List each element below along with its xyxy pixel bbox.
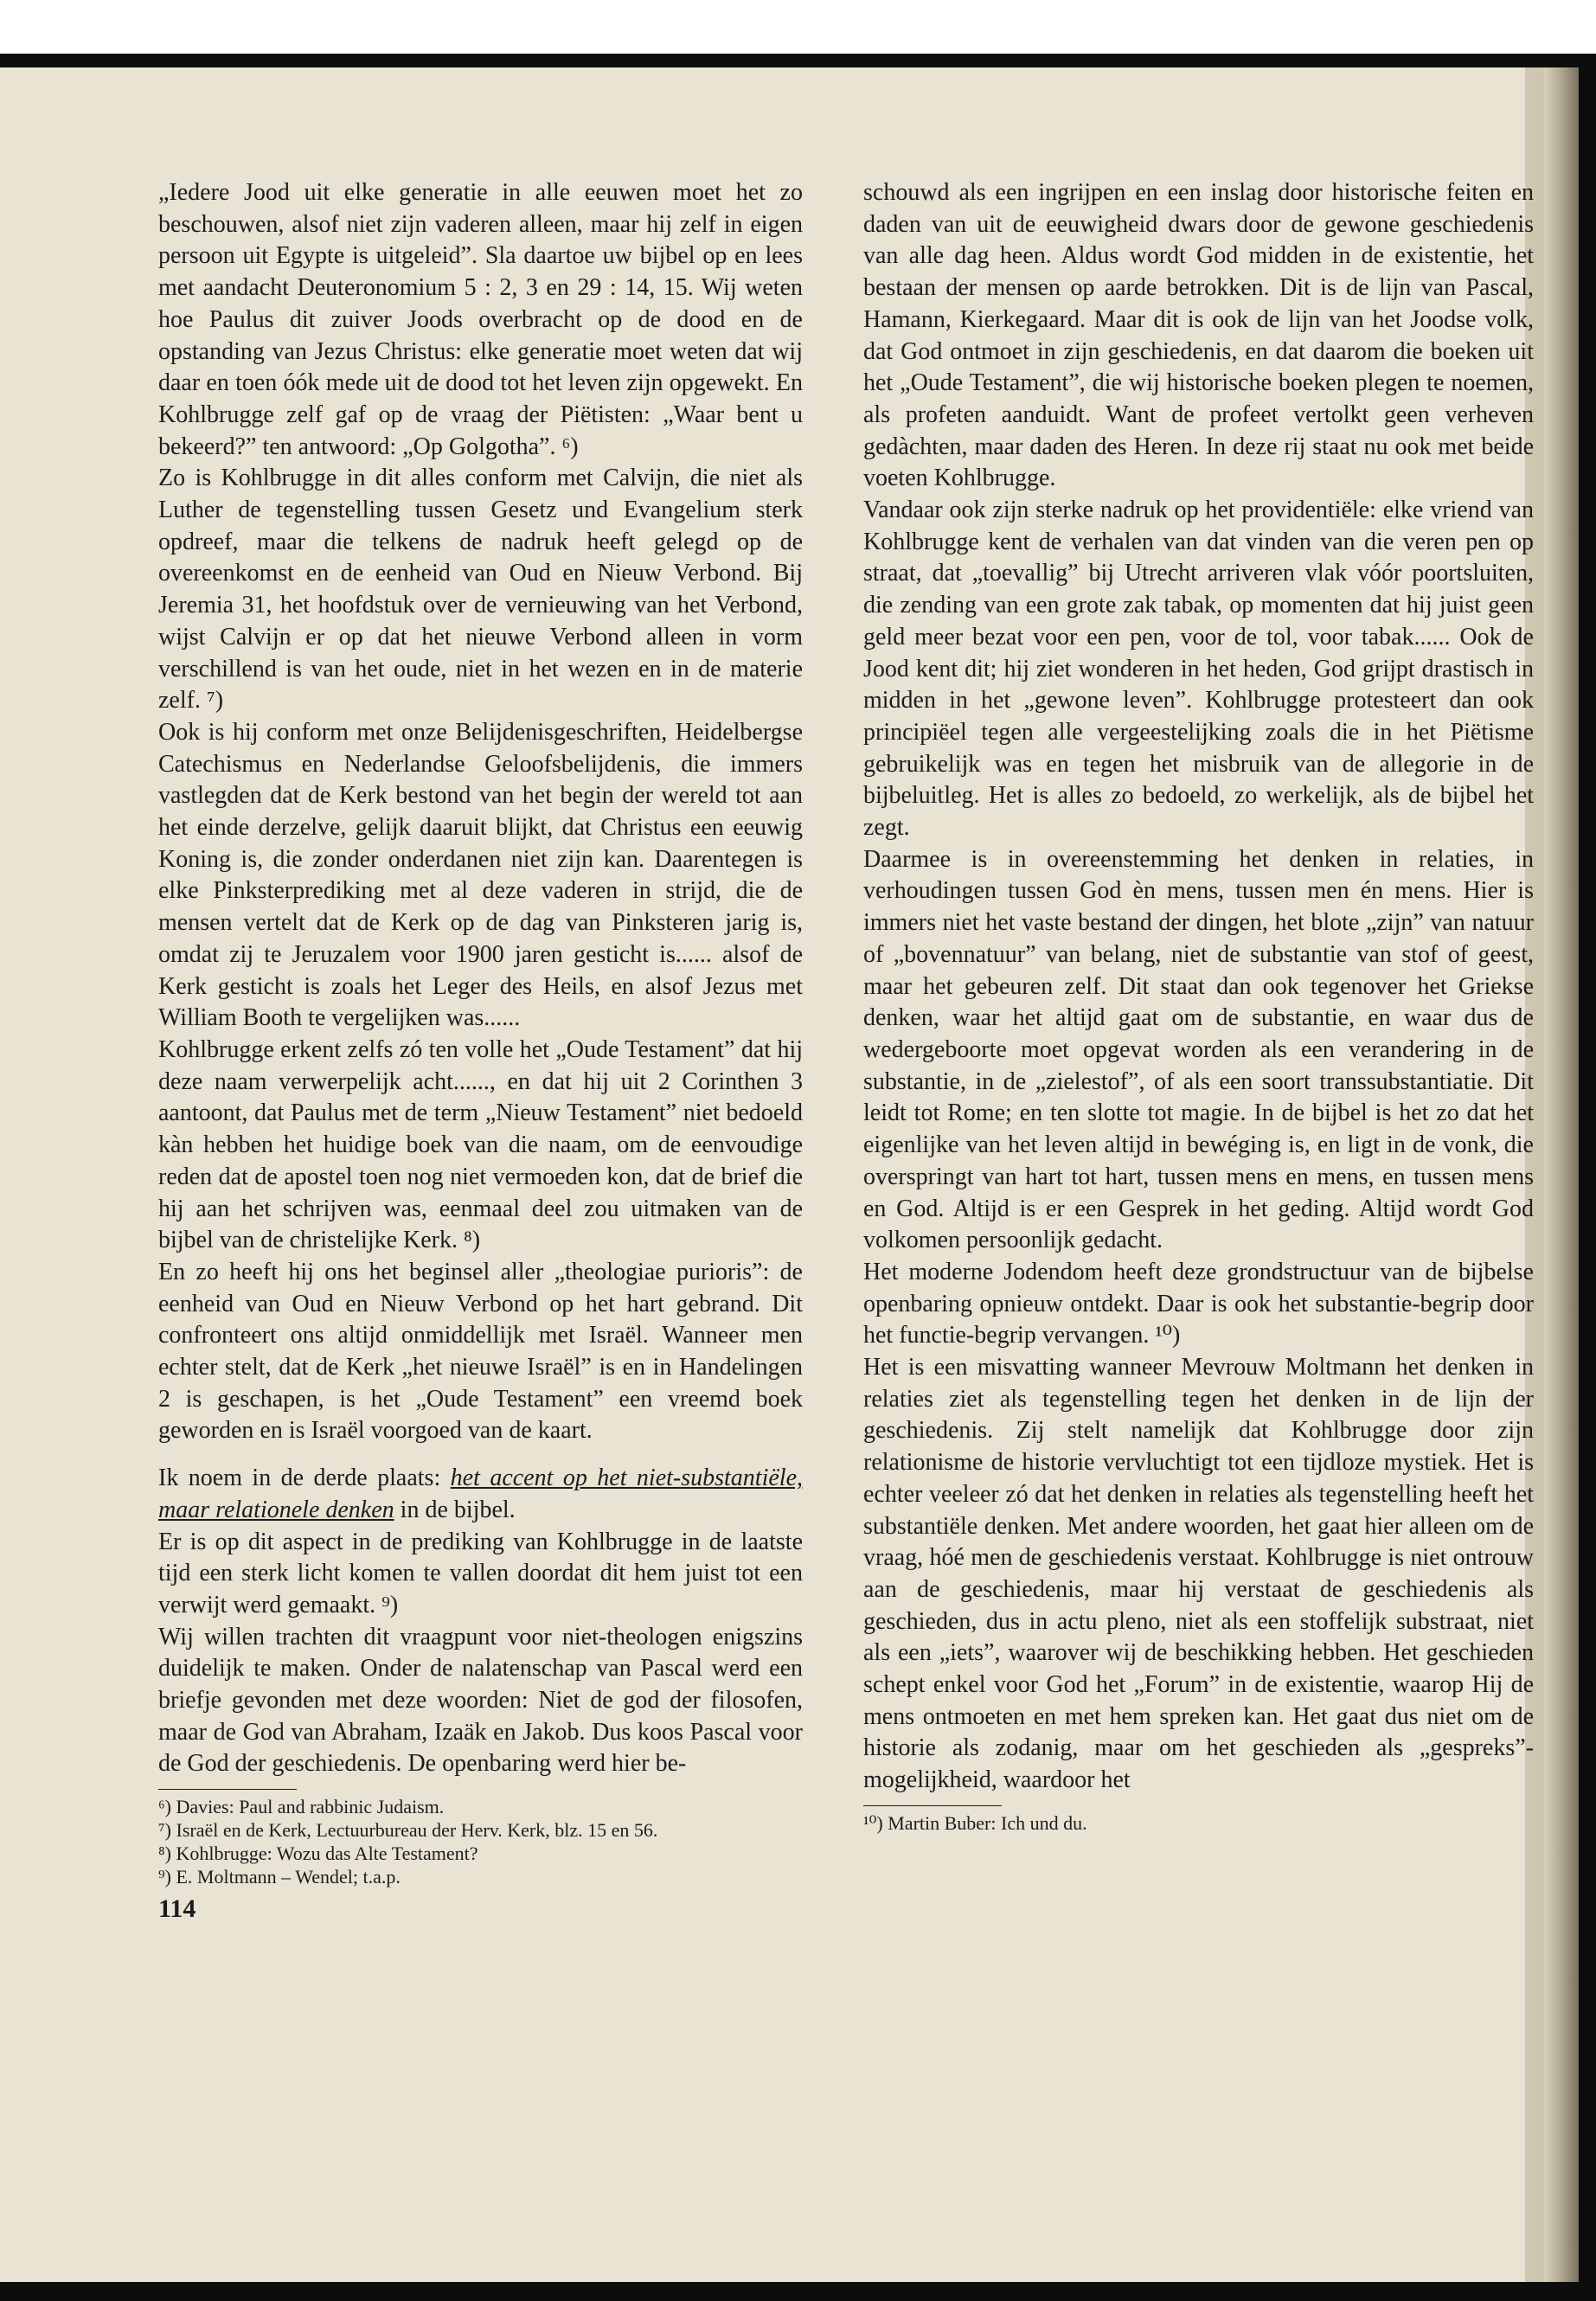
paragraph: Het is een misvatting wanneer Mevrouw Moltmann het denken in relaties ziet als tegenstelling tegen het denken in de lijn der geschiedenis. Zij stelt namelijk dat Kohlbrugge door zijn relationisme de historie vervluchtigt tot een tijdloze mystiek. Het is echter veeleer zó dat het denken in relaties als tegenstelling heeft het substantiële denken. Met andere woorden, het gaat hier alleen om de vraag, hóé men de geschiedenis verstaat. Kohlbrugge is niet ontrouw aan de geschiedenis, maar hij verstaat de geschiedenis als geschieden, dus in actu pleno, niet als een stoffelijk substraat, niet als een „iets”, waarover wij de beschikking hebben. Het geschieden schept enkel voor God het „Forum” in de existentie, waarop Hij de mens ontmoeten en met hem spreken kan. Het gaat dus niet om de historie als zodanig, maar om het geschieden als „gespreks”-mogelijkheid, waardoor het bbox=[863, 1354, 1534, 1794]
paragraph: En zo heeft hij ons het beginsel aller „theologiae purioris”: de eenheid van Oud en Nieuw Verbond op het hart gebrand. Dit confronteert ons altijd onmiddellijk met Israël. Wanneer men echter stelt, dat de Kerk „het nieuwe Israël” is en in Handelingen 2 is geschapen, is het „Oude Testament” een vreemd boek geworden en is Israël voorgoed van de kaart. bbox=[158, 1258, 803, 1445]
footnote-rule bbox=[158, 1789, 297, 1790]
footnote-rule bbox=[863, 1805, 1002, 1806]
paragraph: Het moderne Jodendom heeft deze grondstructuur van de bijbelse openbaring opnieuw ontdekt. Daar is ook het substantie-begrip door het functie-begrip vervangen. ¹⁰) bbox=[863, 1258, 1534, 1349]
paragraph: Ook is hij conform met onze Belijdenisgeschriften, Heidelbergse Catechismus en Nederlandse Geloofsbelijdenis, die immers vastlegden dat de Kerk bestond van het begin der wereld tot aan het einde derzelve, gelijk daaruit blijkt, dat Christus een eeuwig Koning is, die zonder onderdanen niet zijn kan. Daarentegen is elke Pinksterprediking met al deze vaderen in strijd, die de mensen vertelt dat de Kerk op de dag van Pinksteren jarig is, omdat zij te Jeruzalem voor 1900 jaren gesticht is...... alsof de Kerk gesticht is zoals het Leger des Heils, en alsof Jezus met William Booth te vergelijken was...... bbox=[158, 718, 803, 1032]
paragraph: Vandaar ook zijn sterke nadruk op het providentiële: elke vriend van Kohlbrugge kent de verhalen van dat vinden van die veren pen op straat, dat „toevallig” bij Utrecht arriveren vlak vóór poortsluiten, die zending van een grote zak tabak, op momenten dat hij juist geen geld meer bezat voor een pen, voor de tol, voor tabak...... Ook de Jood kent dit; hij ziet wonderen in het heden, God grijpt drastisch in midden in het „gewone leven”. Kohlbrugge protesteert dan ook principiëel tegen alle vergeestelijking zoals die in het Piëtisme gebruikelijk was en tegen het misbruik van de allegorie in de bijbeluitleg. Het is alles zo bedoeld, zo werkelijk, als de bijbel het zegt. bbox=[863, 497, 1534, 842]
footnote: ¹⁰) Martin Buber: Ich und du. bbox=[863, 1811, 1087, 1834]
scan-margin-top bbox=[0, 0, 1596, 54]
page-number: 114 bbox=[158, 1894, 196, 1924]
third-point-emphasis: het accent op het niet-substantiële, maar relationele denken bbox=[158, 1465, 803, 1523]
third-point-paragraph bbox=[158, 1463, 803, 1526]
paragraph: schouwd als een ingrijpen en een inslag door historische feiten en daden van uit de eeuwigheid dwars door de gewone geschiedenis van alle dag heen. Aldus wordt God midden in de existentie, het bestaan der mensen op aarde betrokken. Dit is de lijn van Pascal, Hamann, Kierkegaard. Maar dit is ook de lijn van het Joodse volk, dat God ontmoet in zijn geschiedenis, en dat daarom die boeken uit het „Oude Testament”, die wij historische boeken plegen te noemen, als profeten aanduidt. Want de profeet vertolkt geen verheven gedàchten, maar daden des Heren. In deze rij staat nu ook met beide voeten Kohlbrugge. bbox=[863, 179, 1534, 492]
paragraph: Kohlbrugge erkent zelfs zó ten volle het „Oude Testament” dat hij deze naam verwerpelijk acht......, en dat hij uit 2 Corinthen 3 aantoont, dat Paulus met de term „Nieuw Testament” niet bedoeld kàn hebben het huidige boek van die naam, om de eenvoudige reden dat de apostel toen nog niet vermoeden kon, dat de brief die hij aan het schrijven was, eenmaal deel zou uitmaken van de bijbel van de christelijke Kerk. ⁸) bbox=[158, 1035, 803, 1254]
left-column bbox=[158, 177, 803, 1926]
paragraph: Zo is Kohlbrugge in dit alles conform met Calvijn, die niet als Luther de tegenstelling tussen Gesetz und Evangelium sterk opdreef, maar die telkens de nadruk heeft gelegd op de overeenkomst en de eenheid van Oud en Nieuw Verbond. Bij Jeremia 31, het hoofdstuk over de vernieuwing van het Verbond, wijst Calvijn er op dat het nieuwe Verbond alleen in vorm verschillend is van het oude, niet in het wezen en in de materie zelf. ⁷) bbox=[158, 465, 803, 715]
paragraph: „Iedere Jood uit elke generatie in alle eeuwen moet het zo beschouwen, alsof niet zijn vaderen alleen, maar hij zelf in eigen persoon uit Egypte is uitgeleid”. Sla daartoe uw bijbel op en lees met aandacht Deuteronomium 5 : 2, 3 en 29 : 14, 15. Wij weten hoe Paulus dit zuiver Joods overbracht op de dood en de opstanding van Jezus Christus: elke generatie moet weten dat wij daar en toen óók mede uit de dood tot het leven zijn opgewekt. En Kohlbrugge zelf gaf op de vraag der Piëtisten: „Waar bent u bekeerd?” ten antwoord: „Op Golgotha”. ⁶) bbox=[158, 179, 803, 460]
third-point-intro: Ik noem in de derde plaats: bbox=[158, 1465, 451, 1492]
footnote: ⁶) Davies: Paul and rabbinic Judaism. bbox=[158, 1796, 445, 1818]
footnote: ⁹) E. Moltmann – Wendel; t.a.p. bbox=[158, 1866, 401, 1888]
paragraph: Wij willen trachten dit vraagpunt voor niet-theologen enigszins duidelijk te maken. Onder de nalatenschap van Pascal werd een briefje gevonden met deze woorden: Niet de god der filosofen, maar de God van Abraham, Izaäk en Jakob. Dus koos Pascal voor de God der geschiedenis. De openbaring werd hier be- bbox=[158, 1623, 803, 1778]
third-point-outro: in de bijbel. bbox=[394, 1496, 516, 1523]
footnote: ⁸) Kohlbrugge: Wozu das Alte Testament? bbox=[158, 1843, 478, 1865]
footnotes bbox=[863, 1811, 1534, 1835]
page-edge bbox=[1544, 67, 1579, 2282]
right-column bbox=[863, 177, 1534, 1835]
paragraph: Daarmee is in overeenstemming het denken in relaties, in verhoudingen tussen God èn mens, tussen men én mens. Hier is immers niet het vaste bestand der dingen, het blote „zijn” van natuur of „bovennatuur” van belang, niet de substantie van stof of geest, maar het gebeuren zelf. Dit staat dan ook tegenover het Griekse denken, waar het altijd gaat om de substantie, en waar dus de wedergeboorte moet opgevat worden als een verandering in de substantie, in de „zielestof”, of als een soort transsubstantiatie. Dit leidt tot Rome; en ten slotte tot magie. In de bijbel is het zo dat het eigenlijke van het leven altijd in bewéging is, en ligt in de vonk, die overspringt van hart tot hart, tussen mens en mens, en tussen mens en God. Altijd is er een Gesprek in het geding. Altijd wordt God volkomen persoonlijk gedacht. bbox=[863, 845, 1534, 1254]
paragraph: Er is op dit aspect in de prediking van Kohlbrugge in de laatste tijd een sterk licht komen te vallen doordat dit hem juist tot een verwijt werd gemaakt. ⁹) bbox=[158, 1528, 803, 1618]
footnotes bbox=[158, 1795, 803, 1888]
footnote: ⁷) Israël en de Kerk, Lectuurbureau der Herv. Kerk, blz. 15 en 56. bbox=[158, 1819, 658, 1842]
